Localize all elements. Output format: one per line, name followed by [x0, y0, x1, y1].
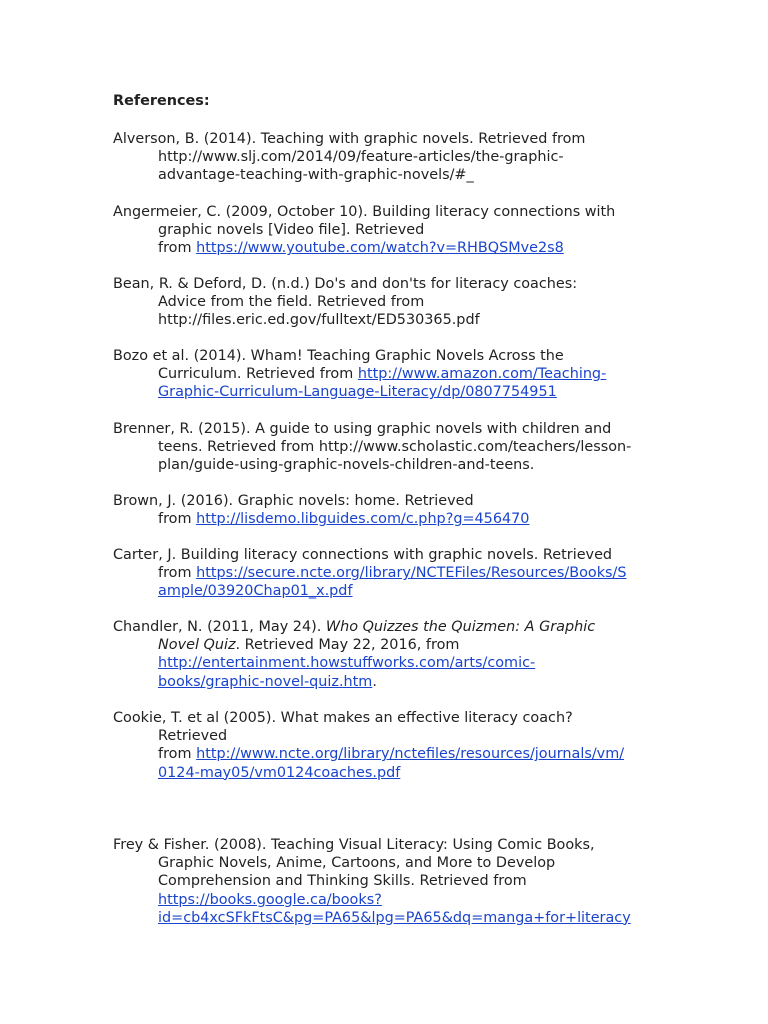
reference-text: Brenner, R. (2015). A guide to using graphic novels with children and [113, 421, 612, 437]
reference-entry [113, 836, 673, 927]
reference-line [113, 166, 673, 184]
reference-link[interactable]: http://lisdemo.libguides.com/c.php?g=456470 [196, 511, 530, 528]
reference-entry [113, 492, 673, 528]
reference-line [113, 709, 673, 727]
reference-line [113, 636, 673, 654]
reference-title: Novel Quiz [158, 637, 236, 654]
reference-line [113, 347, 673, 365]
reference-title: Who Quizzes the Quizmen: A Graphic [325, 619, 596, 635]
reference-line [113, 492, 673, 510]
reference-text: http://www.slj.com/2014/09/feature-articles/the-graphic- [158, 149, 564, 166]
reference-text: Graphic Novels, Anime, Cartoons, and More to Develop [158, 855, 556, 872]
reference-text: plan/guide-using-graphic-novels-children-and-teens. [158, 457, 535, 474]
reference-text: Frey & Fisher. (2008). Teaching Visual Literacy: Using Comic Books, [113, 837, 595, 853]
reference-link[interactable]: http://www.ncte.org/library/nctefiles/resources/journals/vm/ [196, 746, 625, 763]
reference-text: Curriculum. Retrieved from [158, 366, 358, 383]
reference-text: Angermeier, C. (2009, October 10). Building literacy connections with [113, 204, 616, 220]
reference-link[interactable]: books/graphic-novel-quiz.htm [158, 673, 373, 690]
reference-entry [113, 130, 673, 185]
reference-entry [113, 275, 673, 330]
reference-text: . Retrieved May 22, 2016, from [235, 637, 460, 654]
reference-line [113, 221, 673, 239]
reference-entry [113, 618, 673, 691]
reference-line [113, 203, 673, 221]
reference-text: Alverson, B. (2014). Teaching with graphic novels. Retrieved from [113, 131, 586, 147]
reference-text: http://files.eric.ed.gov/fulltext/ED530365.pdf [158, 312, 480, 329]
reference-text: graphic novels [Video file]. Retrieved [158, 222, 425, 239]
reference-line [113, 564, 673, 582]
reference-line [113, 872, 673, 890]
reference-entry [113, 420, 673, 475]
reference-link[interactable]: id=cb4xcSFkFtsC&pg=PA65&lpg=PA65&dq=manga+for+literacy [158, 909, 631, 926]
reference-text: Advice from the field. Retrieved from [158, 294, 425, 311]
reference-link[interactable]: https://secure.ncte.org/library/NCTEFiles/Resources/Books/S [196, 565, 627, 582]
reference-line [113, 546, 673, 564]
reference-link[interactable]: https://books.google.ca/books? [158, 891, 382, 908]
reference-text: from [158, 240, 197, 257]
reference-link[interactable]: http://www.amazon.com/Teaching- [357, 366, 607, 383]
reference-text: Bozo et al. (2014). Wham! Teaching Graphic Novels Across the [113, 348, 564, 364]
reference-line [113, 456, 673, 474]
reference-text: Carter, J. Building literacy connections with graphic novels. Retrieved [113, 547, 613, 563]
reference-link[interactable]: ample/03920Chap01_x.pdf [158, 583, 353, 600]
reference-line [113, 365, 673, 383]
reference-link[interactable]: Graphic-Curriculum-Language-Literacy/dp/0807754951 [158, 384, 557, 401]
reference-line [113, 383, 673, 401]
reference-line [113, 891, 673, 909]
references-heading: References: [113, 93, 210, 109]
reference-text: Brown, J. (2016). Graphic novels: home. Retrieved [113, 493, 474, 509]
reference-entry [113, 546, 673, 601]
reference-line [113, 582, 673, 600]
reference-line [113, 854, 673, 872]
reference-text: . [372, 673, 377, 690]
reference-line [113, 618, 673, 636]
reference-text: Bean, R. & Deford, D. (n.d.) Do's and don'ts for literacy coaches: [113, 276, 578, 292]
reference-entry [113, 709, 673, 782]
reference-line [113, 510, 673, 528]
reference-line [113, 673, 673, 691]
reference-text: advantage-teaching-with-graphic-novels/#_ [158, 167, 474, 184]
reference-line [113, 909, 673, 927]
reference-line [113, 239, 673, 257]
reference-link[interactable]: http://entertainment.howstuffworks.com/arts/comic- [158, 655, 536, 672]
reference-line [113, 745, 673, 763]
reference-text: Comprehension and Thinking Skills. Retrieved from [158, 873, 527, 890]
reference-line [113, 764, 673, 782]
reference-line [113, 727, 673, 745]
reference-entry [113, 203, 673, 258]
reference-text: from [158, 565, 197, 582]
reference-line [113, 130, 673, 148]
reference-text: from [158, 511, 197, 528]
reference-line [113, 654, 673, 672]
reference-text: from [158, 746, 197, 763]
reference-line [113, 148, 673, 166]
reference-text: Chandler, N. (2011, May 24). [113, 619, 326, 635]
reference-link[interactable]: https://www.youtube.com/watch?v=RHBQSMve2s8 [196, 240, 564, 257]
reference-text: Retrieved [158, 728, 228, 745]
reference-line [113, 420, 673, 438]
reference-line [113, 836, 673, 854]
reference-link[interactable]: 0124-may05/vm0124coaches.pdf [158, 764, 401, 781]
reference-line [113, 293, 673, 311]
reference-line [113, 438, 673, 456]
reference-line [113, 275, 673, 293]
reference-text: teens. Retrieved from http://www.scholastic.com/teachers/lesson- [158, 439, 632, 456]
reference-line [113, 311, 673, 329]
reference-entry [113, 347, 673, 402]
reference-text: Cookie, T. et al (2005). What makes an effective literacy coach? [113, 710, 573, 726]
